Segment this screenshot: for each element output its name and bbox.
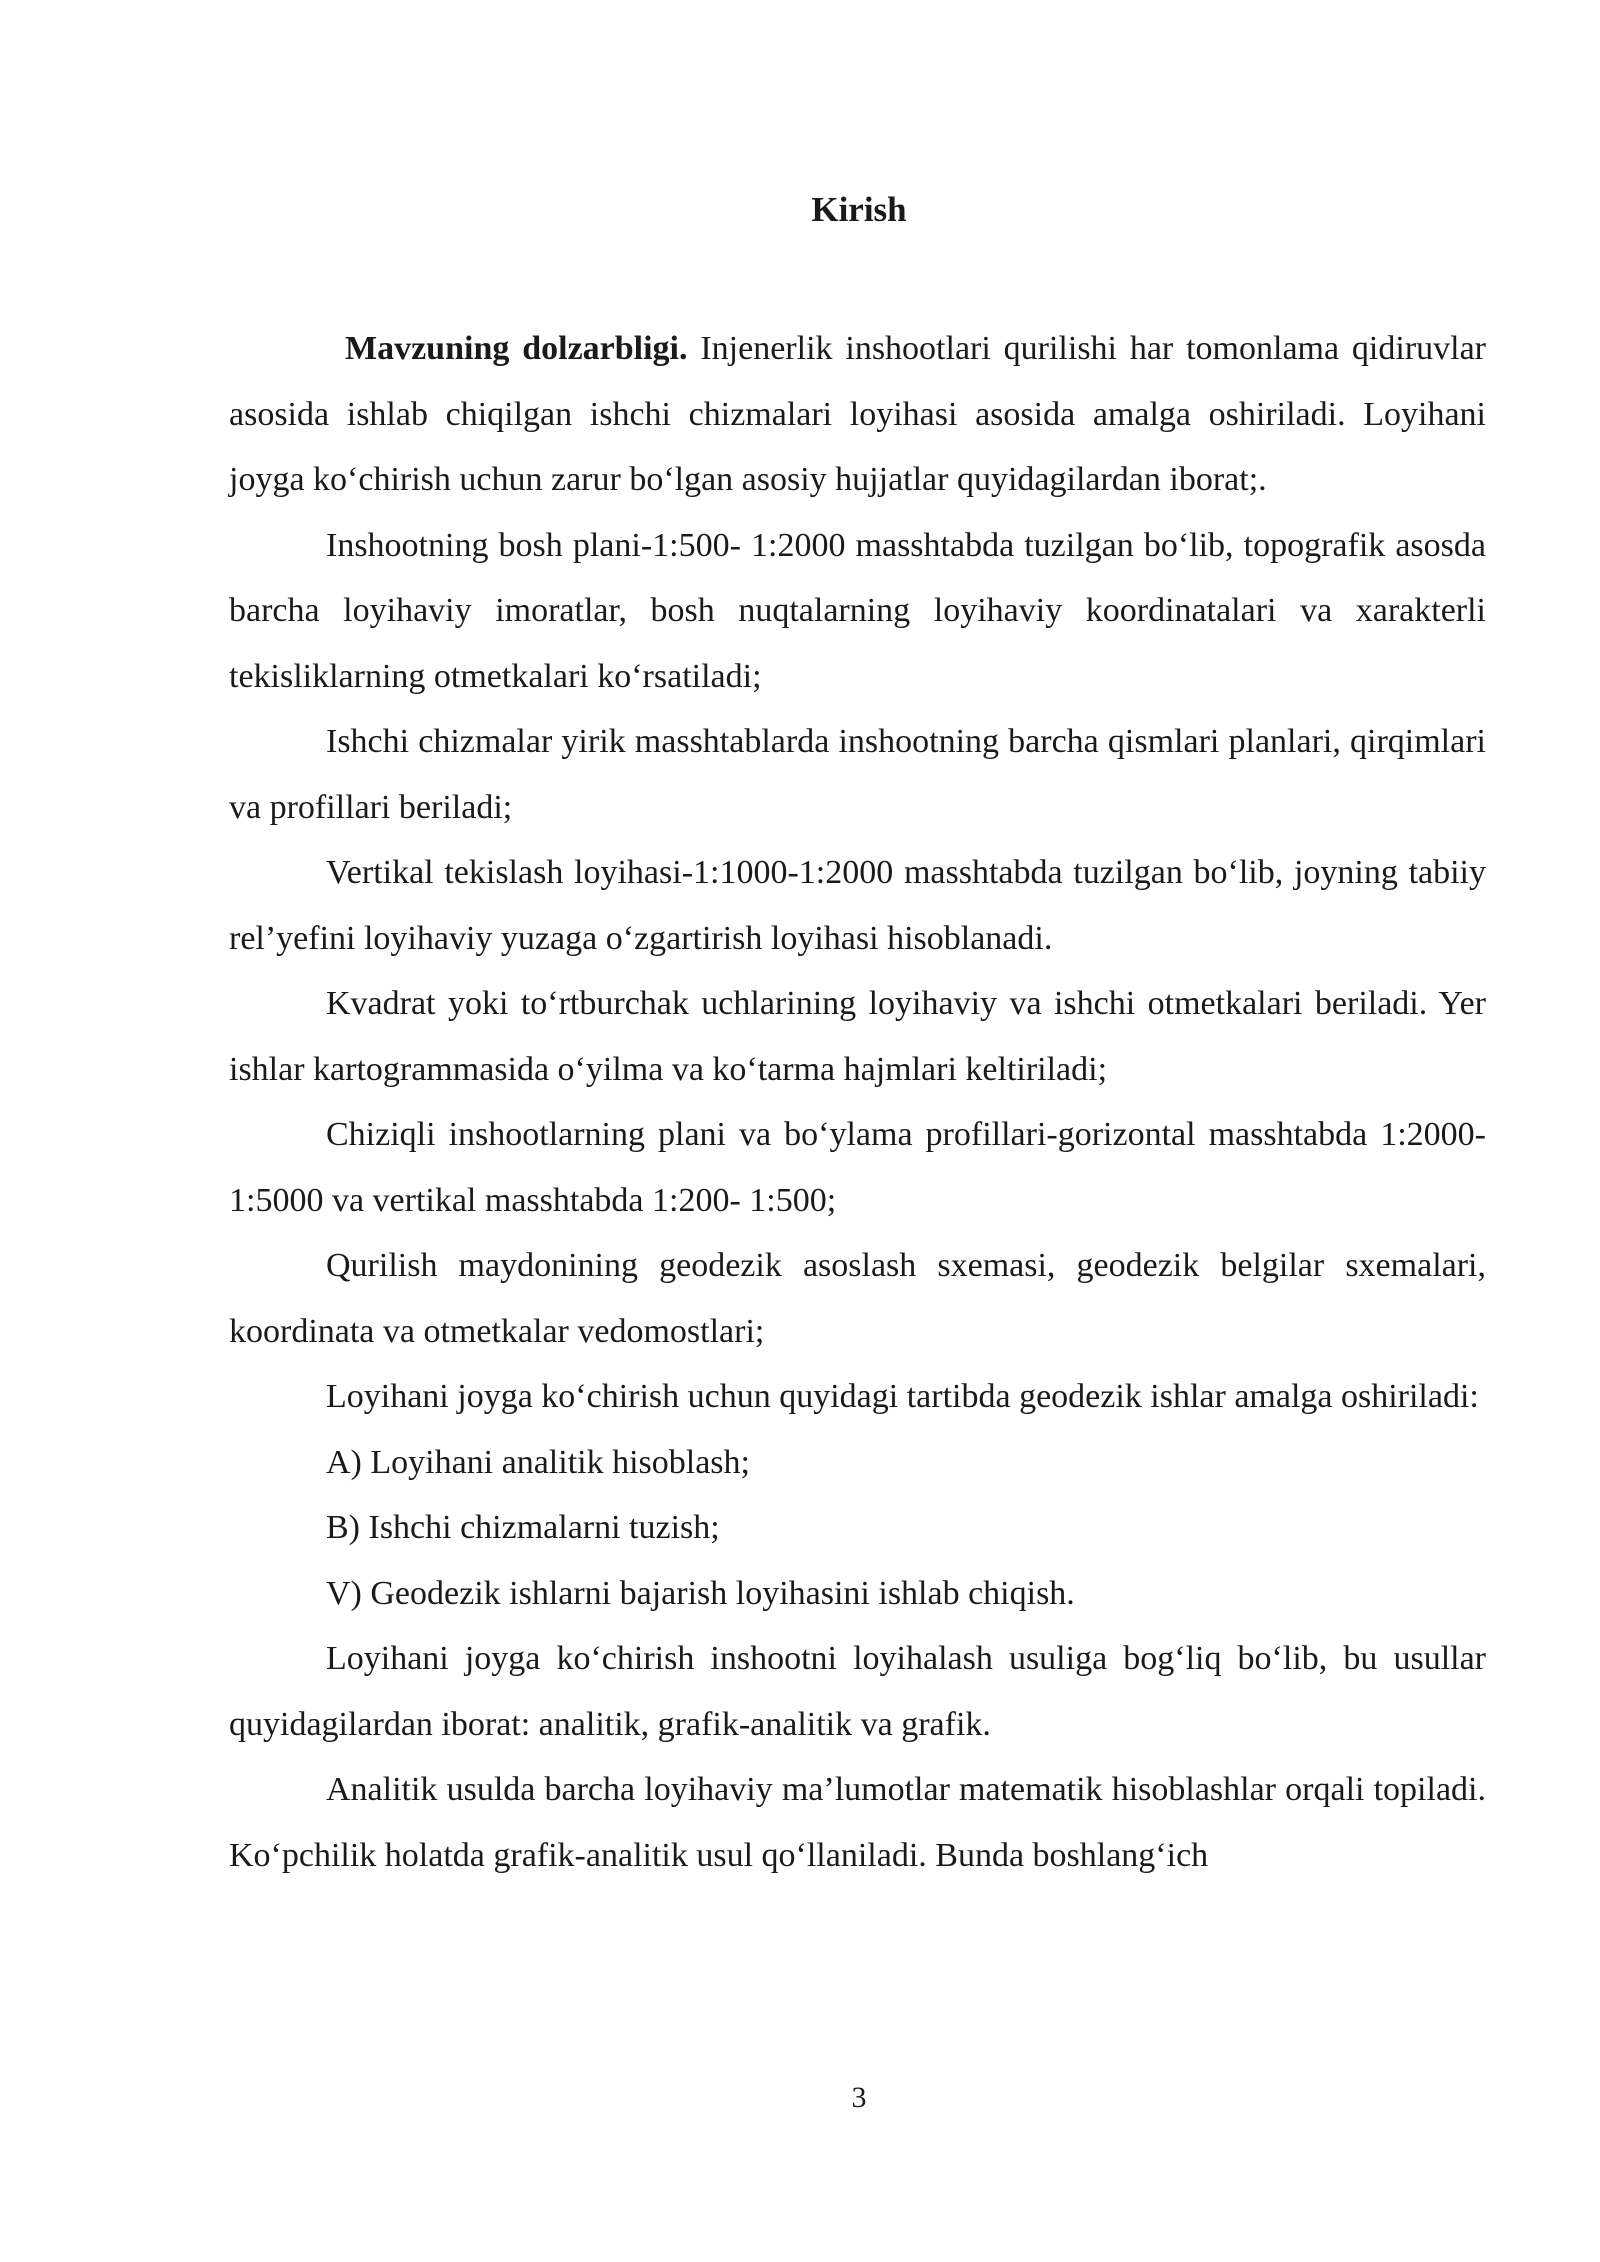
- paragraph: Loyihani joyga ko‘chirish inshootni loyihalash usuliga bog‘liq bo‘lib, bu usullar quyidagilardan iborat: analitik, grafik-analitik va grafik.: [229, 1640, 1486, 1743]
- paragraph: Kvadrat yoki to‘rtburchak uchlarining loyihaviy va ishchi otmetkalari beriladi. Yer ishlar kartogrammasida o‘yilma va ko‘tarma hajmlari keltiriladi;: [229, 985, 1486, 1088]
- body-text: [229, 316, 1486, 1888]
- list-item: B) Ishchi chizmalarni tuzish;: [326, 1509, 720, 1546]
- intro-text: Injenerlik inshootlari qurilishi har tomonlama qidiruvlar asosida ishlab chiqilgan ishchi chizmalari loyihasi asosida amalga oshiriladi. Loyihani joyga ko‘chirish uchun zarur bo‘lgan asosiy hujjatlar quyidagilardan iborat;.: [229, 330, 1487, 498]
- list-item: V) Geodezik ishlarni bajarish loyihasini ishlab chiqish.: [326, 1574, 1075, 1612]
- page-title: Kirish: [811, 190, 907, 229]
- intro-lead: Mavzuning dolzarbligi.: [345, 330, 688, 367]
- paragraph: Qurilish maydonining geodezik asoslash sxemasi, geodezik belgilar sxemalari, koordinata va otmetkalar vedomostlari;: [229, 1247, 1486, 1350]
- list-item: A) Loyihani analitik hisoblash;: [326, 1443, 750, 1481]
- paragraph: Vertikal tekislash loyihasi-1:1000-1:2000 masshtabda tuzilgan bo‘lib, joyning tabiiy rel’yefini loyihaviy yuzaga o‘zgartirish loyihasi hisoblanadi.: [229, 854, 1486, 957]
- page-number: 3: [851, 2081, 867, 2114]
- paragraph: Inshootning bosh plani-1:500- 1:2000 masshtabda tuzilgan bo‘lib, topografik asosda barcha loyihaviy imoratlar, bosh nuqtalarning loyihaviy koordinatalari va xarakterli tekisliklarning otmetkalari ko‘rsatiladi;: [229, 526, 1486, 695]
- paragraph: Loyihani joyga ko‘chirish uchun quyidagi tartibda geodezik ishlar amalga oshiriladi:: [326, 1378, 1479, 1415]
- paragraph: Ishchi chizmalar yirik masshtablarda inshootning barcha qismlari planlari, qirqimlari va profillari beriladi;: [229, 723, 1486, 826]
- intro-paragraph: [229, 316, 1486, 513]
- paragraph: Analitik usulda barcha loyihaviy ma’lumotlar matematik hisoblashlar orqali topiladi. Ko‘pchilik holatda grafik-analitik usul qo‘llaniladi. Bunda boshlang‘ich: [229, 1771, 1486, 1874]
- paragraph: Chiziqli inshootlarning plani va bo‘ylama profillari-gorizontal masshtabda 1:2000- 1:5000 va vertikal masshtabda 1:200- 1:500;: [229, 1116, 1486, 1219]
